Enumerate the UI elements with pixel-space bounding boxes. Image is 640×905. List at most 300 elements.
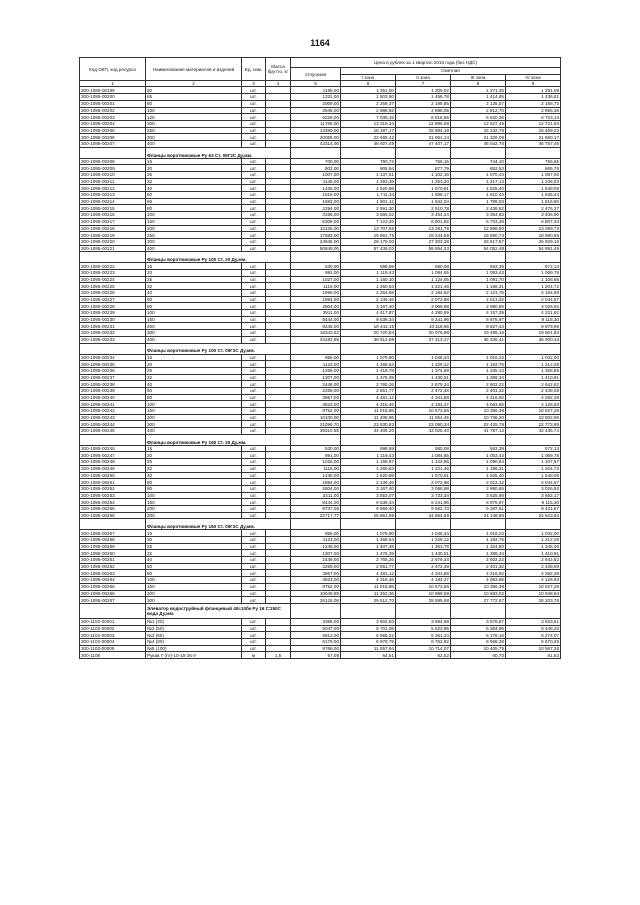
- zone-4-price-cell: 1 549,08: [506, 472, 561, 479]
- mass-cell: [266, 408, 291, 415]
- mass-cell: [266, 283, 291, 290]
- release-price-cell: 20065,00: [291, 134, 341, 141]
- release-price-cell: 2009,00: [291, 100, 341, 107]
- unit-cell: шт.: [242, 316, 266, 323]
- zone-4-price-cell: 18 980,85: [506, 232, 561, 239]
- code-cell: 300-1095-00233: [80, 336, 146, 343]
- unit-cell: шт.: [242, 269, 266, 276]
- mass-cell: [266, 218, 291, 225]
- zone-2-price-cell: 2 472,48: [396, 563, 451, 570]
- zone-1-price-cell: 2 765,26: [341, 381, 396, 388]
- release-price-cell: 50849,00: [291, 245, 341, 252]
- zone-4-price-cell: 1 107,57: [506, 459, 561, 466]
- release-price-cell: 2448,00: [291, 381, 341, 388]
- name-cell: 80: [146, 205, 242, 212]
- release-price-cell: 1196,00: [291, 87, 341, 94]
- zone-3-price-cell: 6 703,28: [451, 218, 506, 225]
- zone-3-price-cell: 10 366,38: [451, 583, 506, 590]
- zone-3-price-cell: 60,70: [451, 652, 506, 659]
- table-row: [80, 283, 561, 290]
- table-row: [80, 638, 561, 645]
- code-cell: 300-1095-00257: [80, 530, 146, 537]
- section-row: [80, 603, 561, 618]
- zone-1-price-cell: 1 476,39: [341, 550, 396, 557]
- mass-cell: [266, 632, 291, 639]
- table-row: [80, 367, 561, 374]
- table-row: [80, 421, 561, 428]
- zone-2-price-cell: 1 842,04: [396, 198, 451, 205]
- name-cell: 200: [146, 120, 242, 127]
- release-price-cell: 8444,00: [291, 316, 341, 323]
- unit-cell: шт.: [242, 323, 266, 330]
- zone-2-price-cell: 1 229,12: [396, 361, 451, 368]
- zone-2-price-cell: 2 472,48: [396, 387, 451, 394]
- name-cell: 200: [146, 323, 242, 330]
- empty-cell: [396, 519, 451, 530]
- zone-4-price-cell: 2 438,59: [506, 563, 561, 570]
- zone-3-price-cell: 46 042,76: [451, 140, 506, 147]
- zone-4-price-cell: 1 236,03: [506, 178, 561, 185]
- table-row: [80, 114, 561, 121]
- zone-1-price-cell: 1 351,00: [341, 87, 396, 94]
- zone-3-price-cell: 8 975,97: [451, 316, 506, 323]
- zone-1-price-cell: 598,69: [341, 263, 396, 270]
- release-price-cell: 12135,00: [291, 225, 341, 232]
- table-row: [80, 465, 561, 472]
- unit-cell: шт.: [242, 625, 266, 632]
- mass-cell: [266, 465, 291, 472]
- zone-1-price-cell: 1 137,51: [341, 172, 396, 179]
- zone-1-price-cell: 1 620,98: [341, 472, 396, 479]
- zone-2-price-cell: 766,15: [396, 158, 451, 165]
- zone-3-price-cell: 12 899,50: [451, 225, 506, 232]
- mass-cell: [266, 550, 291, 557]
- mass-cell: [266, 87, 291, 94]
- zone-1-price-cell: 13 707,68: [341, 225, 396, 232]
- name-cell: 80: [146, 485, 242, 492]
- empty-cell: [291, 147, 341, 158]
- zone-4-price-cell: 1 069,78: [506, 452, 561, 459]
- name-cell: 50: [146, 192, 242, 199]
- zone-2-price-cell: 6 816,55: [396, 114, 451, 121]
- zone-4-price-cell: 865,76: [506, 165, 561, 172]
- index-cell: 7: [396, 81, 451, 87]
- zone-1-price-cell: 11 057,94: [341, 645, 396, 652]
- code-cell: 300-1095-00235: [80, 361, 146, 368]
- zone-1-price-cell: 1 620,98: [341, 185, 396, 192]
- table-row: [80, 530, 561, 537]
- section-row: [80, 343, 561, 354]
- table-row: [80, 570, 561, 577]
- empty-cell: [451, 343, 506, 354]
- name-cell: 100: [146, 492, 242, 499]
- mass-cell: [266, 367, 291, 374]
- zone-3-price-cell: 10 683,02: [451, 590, 506, 597]
- name-cell: 300: [146, 421, 242, 428]
- name-cell: №4 (80): [146, 638, 242, 645]
- zone-4-price-cell: 4 282,38: [506, 394, 561, 401]
- zone-1-price-cell: 4 318,46: [341, 577, 396, 584]
- zone-4-price-cell: 6 670,25: [506, 638, 561, 645]
- mass-cell: [266, 472, 291, 479]
- section-row: [80, 519, 561, 530]
- zone-3-price-cell: 1 053,43: [451, 452, 506, 459]
- unit-cell: шт.: [242, 421, 266, 428]
- zone-1-price-cell: 790,72: [341, 158, 396, 165]
- section-row: [80, 434, 561, 445]
- zone-4-price-cell: 19 801,83: [506, 330, 561, 337]
- zone-2-price-cell: 1 309,02: [396, 87, 451, 94]
- release-price-cell: 1116,00: [291, 465, 341, 472]
- table-row: [80, 100, 561, 107]
- section-title: Элеватор водоструйный фланцевый 40с10бк Ру 16 t=150С вода Ду,мм.: [146, 603, 291, 618]
- empty-cell: [341, 252, 396, 263]
- zone-1-price-cell: 11 352,36: [341, 590, 396, 597]
- empty-cell: [396, 147, 451, 158]
- zone-4-price-cell: 26 929,16: [506, 238, 561, 245]
- release-price-cell: 2646,00: [291, 107, 341, 114]
- table-row: [80, 445, 561, 452]
- zone-2-price-cell: 3 068,98: [396, 303, 451, 310]
- table-row: [80, 618, 561, 625]
- unit-cell: шт.: [242, 198, 266, 205]
- zone-2-price-cell: 10 118,65: [396, 323, 451, 330]
- unit-cell: шт.: [242, 225, 266, 232]
- zone-4-price-cell: 1 204,72: [506, 465, 561, 472]
- zone-3-price-cell: 2 980,65: [451, 303, 506, 310]
- name-cell: 50: [146, 563, 242, 570]
- release-price-cell: 1123,00: [291, 361, 341, 368]
- section-row: [80, 147, 561, 158]
- zone-4-price-cell: 54 891,49: [506, 245, 561, 252]
- zone-3-price-cell: 10 736,30: [451, 414, 506, 421]
- zone-2-price-cell: 47 407,17: [396, 140, 451, 147]
- zone-1-price-cell: 2 551,77: [341, 387, 396, 394]
- zone-3-price-cell: 2 812,70: [451, 107, 506, 114]
- mass-cell: [266, 618, 291, 625]
- name-cell: Рукав Г (IV)-10-16-26-У: [146, 652, 242, 659]
- zone-4-price-cell: 9 115,30: [506, 499, 561, 506]
- zone-3-price-cell: 1 186,31: [451, 283, 506, 290]
- release-price-cell: 43314,00: [291, 140, 341, 147]
- section-code-cell: [80, 343, 146, 354]
- zone-2-price-cell: 4 184,27: [396, 577, 451, 584]
- mass-cell: [266, 537, 291, 544]
- mass-cell: [266, 205, 291, 212]
- zone-2-price-cell: 6 361,24: [396, 632, 451, 639]
- name-cell: 50: [146, 479, 242, 486]
- table-row: [80, 485, 561, 492]
- release-price-cell: 1256,00: [291, 367, 341, 374]
- name-cell: 100: [146, 401, 242, 408]
- mass-cell: [266, 296, 291, 303]
- mass-cell: [266, 445, 291, 452]
- table-row: [80, 414, 561, 421]
- zone-4-price-cell: 1 410,91: [506, 550, 561, 557]
- table-row: [80, 94, 561, 101]
- name-cell: 150: [146, 583, 242, 590]
- release-price-cell: 530,00: [291, 263, 341, 270]
- name-cell: 65: [146, 198, 242, 205]
- name-cell: 150: [146, 316, 242, 323]
- unit-cell: шт.: [242, 140, 266, 147]
- code-cell: 300-1095-00219: [80, 232, 146, 239]
- code-cell: 300-1095-00212: [80, 185, 146, 192]
- zone-2-price-cell: 11 054,45: [396, 414, 451, 421]
- empty-cell: [451, 603, 506, 618]
- release-price-cell: 1123,00: [291, 537, 341, 544]
- table-row: [80, 127, 561, 134]
- code-cell: 300-1095-00243: [80, 414, 146, 421]
- zone-4-price-cell: 2 642,62: [506, 557, 561, 564]
- release-price-cell: 2294,00: [291, 205, 341, 212]
- mass-cell: [266, 512, 291, 519]
- table-row: [80, 172, 561, 179]
- zone-3-price-cell: 18 690,73: [451, 232, 506, 239]
- table-row: [80, 505, 561, 512]
- zone-4-price-cell: 1 069,78: [506, 269, 561, 276]
- header-price-group: Цена в рублях за 1 квартал 2016 года (без НДС): [291, 58, 561, 68]
- name-cell: 20: [146, 537, 242, 544]
- name-cell: 200: [146, 505, 242, 512]
- name-cell: 100: [146, 310, 242, 317]
- zone-3-price-cell: 1 389,34: [451, 374, 506, 381]
- unit-cell: шт.: [242, 87, 266, 94]
- code-cell: 300-1095-00213: [80, 192, 146, 199]
- name-cell: 15: [146, 530, 242, 537]
- zone-1-price-cell: 11 408,96: [341, 414, 396, 421]
- unit-cell: шт.: [242, 310, 266, 317]
- zone-2-price-cell: 3 068,98: [396, 485, 451, 492]
- zone-2-price-cell: 4 280,59: [396, 310, 451, 317]
- zone-3-price-cell: 2 135,57: [451, 100, 506, 107]
- unit-cell: шт.: [242, 543, 266, 550]
- code-cell: 300-1095-00249: [80, 465, 146, 472]
- release-price-cell: 1683,00: [291, 198, 341, 205]
- zone-3-price-cell: 4 157,39: [451, 310, 506, 317]
- zone-4-price-cell: 3 026,92: [506, 485, 561, 492]
- code-cell: 300-1095-00241: [80, 401, 146, 408]
- release-price-cell: 1116,00: [291, 283, 341, 290]
- name-cell: 400: [146, 245, 242, 252]
- code-cell: 300-1095-00228: [80, 303, 146, 310]
- mass-cell: [266, 428, 291, 435]
- zone-2-price-cell: 2 679,34: [396, 557, 451, 564]
- name-cell: 80: [146, 303, 242, 310]
- mass-cell: [266, 330, 291, 337]
- table-row: [80, 303, 561, 310]
- code-cell: 300-1095-00263: [80, 570, 146, 577]
- zone-4-price-cell: 2 044,57: [506, 296, 561, 303]
- table-row: [80, 178, 561, 185]
- name-cell: 15: [146, 263, 242, 270]
- table-row: [80, 452, 561, 459]
- zone-3-price-cell: 54 052,48: [451, 245, 506, 252]
- zone-1-price-cell: 1 268,54: [341, 537, 396, 544]
- mass-cell: [266, 225, 291, 232]
- zone-3-price-cell: 1 389,34: [451, 550, 506, 557]
- header-zone-1: I зона: [341, 74, 396, 81]
- zone-1-price-cell: 9 538,34: [341, 316, 396, 323]
- zone-1-price-cell: 19 861,75: [341, 232, 396, 239]
- section-code-cell: [80, 603, 146, 618]
- name-cell: 32: [146, 374, 242, 381]
- unit-cell: шт.: [242, 408, 266, 415]
- zone-2-price-cell: 1 221,46: [396, 465, 451, 472]
- name-cell: 200: [146, 590, 242, 597]
- zone-1-price-cell: 2 551,77: [341, 563, 396, 570]
- table-row: [80, 330, 561, 337]
- mass-cell: [266, 354, 291, 361]
- zone-1-price-cell: 1 119,43: [341, 452, 396, 459]
- empty-cell: [291, 434, 341, 445]
- zone-3-price-cell: 1 193,75: [451, 361, 506, 368]
- zone-2-price-cell: 1 084,65: [396, 269, 451, 276]
- header-zone-3: III зона: [451, 74, 506, 81]
- release-price-cell: 1145,00: [291, 178, 341, 185]
- table-row: [80, 428, 561, 435]
- unit-cell: шт.: [242, 557, 266, 564]
- unit-cell: шт.: [242, 577, 266, 584]
- zone-1-price-cell: 2 139,46: [341, 296, 396, 303]
- name-cell: 400: [146, 428, 242, 435]
- unit-cell: шт.: [242, 597, 266, 604]
- release-price-cell: 2448,00: [291, 557, 341, 564]
- name-cell: 15: [146, 354, 242, 361]
- zone-2-price-cell: 1 046,34: [396, 530, 451, 537]
- empty-cell: [291, 519, 341, 530]
- unit-cell: шт.: [242, 263, 266, 270]
- zone-3-price-cell: 24 148,96: [451, 512, 506, 519]
- zone-3-price-cell: 1 186,31: [451, 465, 506, 472]
- zone-2-price-cell: 2 896,05: [396, 107, 451, 114]
- code-cell: 300-1095-00234: [80, 354, 146, 361]
- empty-cell: [506, 519, 561, 530]
- mass-cell: [266, 583, 291, 590]
- zone-3-price-cell: 563,39: [451, 263, 506, 270]
- release-price-cell: 1246,00: [291, 543, 341, 550]
- mass-cell: [266, 625, 291, 632]
- zone-3-price-cell: 2 013,32: [451, 296, 506, 303]
- table-row: [80, 652, 561, 659]
- zone-3-price-cell: 2 401,32: [451, 563, 506, 570]
- zone-2-price-cell: 2 072,98: [396, 296, 451, 303]
- zone-1-price-cell: 2 269,37: [341, 100, 396, 107]
- code-cell: 300-1095-00260: [80, 550, 146, 557]
- unit-cell: шт.: [242, 492, 266, 499]
- unit-cell: шт.: [242, 465, 266, 472]
- unit-cell: шт.: [242, 238, 266, 245]
- index-cell: 2: [146, 81, 242, 87]
- table-row: [80, 557, 561, 564]
- zone-4-price-cell: 9 979,98: [506, 323, 561, 330]
- zone-1-price-cell: 9 869,40: [341, 505, 396, 512]
- empty-cell: [341, 147, 396, 158]
- zone-3-price-cell: 1 789,03: [451, 198, 506, 205]
- zone-3-price-cell: 10 366,38: [451, 408, 506, 415]
- name-cell: 150: [146, 218, 242, 225]
- mass-cell: 1,5: [266, 652, 291, 659]
- table-row: [80, 232, 561, 239]
- zone-4-price-cell: 1 816,80: [506, 198, 561, 205]
- empty-cell: [291, 343, 341, 354]
- release-price-cell: 8737,08: [291, 505, 341, 512]
- code-cell: 300-1095-00217: [80, 218, 146, 225]
- table-row: [80, 597, 561, 604]
- name-cell: 25: [146, 543, 242, 550]
- zone-1-price-cell: 1 418,78: [341, 367, 396, 374]
- header-estimate: Сметная: [341, 68, 561, 75]
- header-mass: Масса брутто, кг: [266, 58, 291, 81]
- zone-3-price-cell: 2 401,32: [451, 387, 506, 394]
- mass-cell: [266, 530, 291, 537]
- table-row: [80, 590, 561, 597]
- table-row: [80, 499, 561, 506]
- table-row: [80, 577, 561, 584]
- release-price-cell: 6179,00: [291, 638, 341, 645]
- release-price-cell: 9768,00: [291, 645, 341, 652]
- mass-cell: [266, 381, 291, 388]
- code-cell: 300-1095-00208: [80, 158, 146, 165]
- mass-cell: [266, 134, 291, 141]
- release-price-cell: 1435,00: [291, 185, 341, 192]
- release-price-cell: 1026,00: [291, 459, 341, 466]
- table-row: [80, 563, 561, 570]
- zone-1-price-cell: 3 853,07: [341, 492, 396, 499]
- unit-cell: шт.: [242, 537, 266, 544]
- zone-2-price-cell: 28 595,68: [396, 597, 451, 604]
- zone-1-price-cell: 2 591,30: [341, 205, 396, 212]
- zone-4-price-cell: 2 476,37: [506, 205, 561, 212]
- zone-3-price-cell: 1 525,40: [451, 472, 506, 479]
- zone-1-price-cell: 3 802,83: [341, 618, 396, 625]
- empty-cell: [506, 147, 561, 158]
- zone-2-price-cell: 21 961,14: [396, 134, 451, 141]
- code-cell: 300-1095-00215: [80, 205, 146, 212]
- header-code: Код ОКП, код ресурса: [80, 58, 146, 81]
- zone-2-price-cell: 3 454,24: [396, 212, 451, 219]
- unit-cell: шт.: [242, 472, 266, 479]
- zone-3-price-cell: 1 090,64: [451, 459, 506, 466]
- mass-cell: [266, 198, 291, 205]
- mass-cell: [266, 269, 291, 276]
- name-cell: 100: [146, 212, 242, 219]
- mass-cell: [266, 100, 291, 107]
- mass-cell: [266, 638, 291, 645]
- release-price-cell: 8444,00: [291, 499, 341, 506]
- zone-1-price-cell: 1 158,97: [341, 459, 396, 466]
- zone-3-price-cell: 6 178,16: [451, 632, 506, 639]
- mass-cell: [266, 192, 291, 199]
- code-cell: 300-1095-00226: [80, 290, 146, 297]
- code-cell: 300-1095-00258: [80, 537, 146, 544]
- zone-3-price-cell: 2 602,22: [451, 557, 506, 564]
- table-row: [80, 140, 561, 147]
- name-cell: 100: [146, 107, 242, 114]
- zone-4-price-cell: 4 282,38: [506, 570, 561, 577]
- release-price-cell: 1307,00: [291, 550, 341, 557]
- mass-cell: [266, 414, 291, 421]
- zone-3-price-cell: 2 980,65: [451, 485, 506, 492]
- zone-2-price-cell: 2 510,78: [396, 205, 451, 212]
- header-unit: Ед. изм.: [242, 58, 266, 81]
- mass-cell: [266, 245, 291, 252]
- zone-1-price-cell: 16 187,17: [341, 127, 396, 134]
- code-cell: 300-1095-00251: [80, 479, 146, 486]
- zone-3-price-cell: 1 414,85: [451, 94, 506, 101]
- empty-cell: [506, 252, 561, 263]
- zone-3-price-cell: 21 329,09: [451, 134, 506, 141]
